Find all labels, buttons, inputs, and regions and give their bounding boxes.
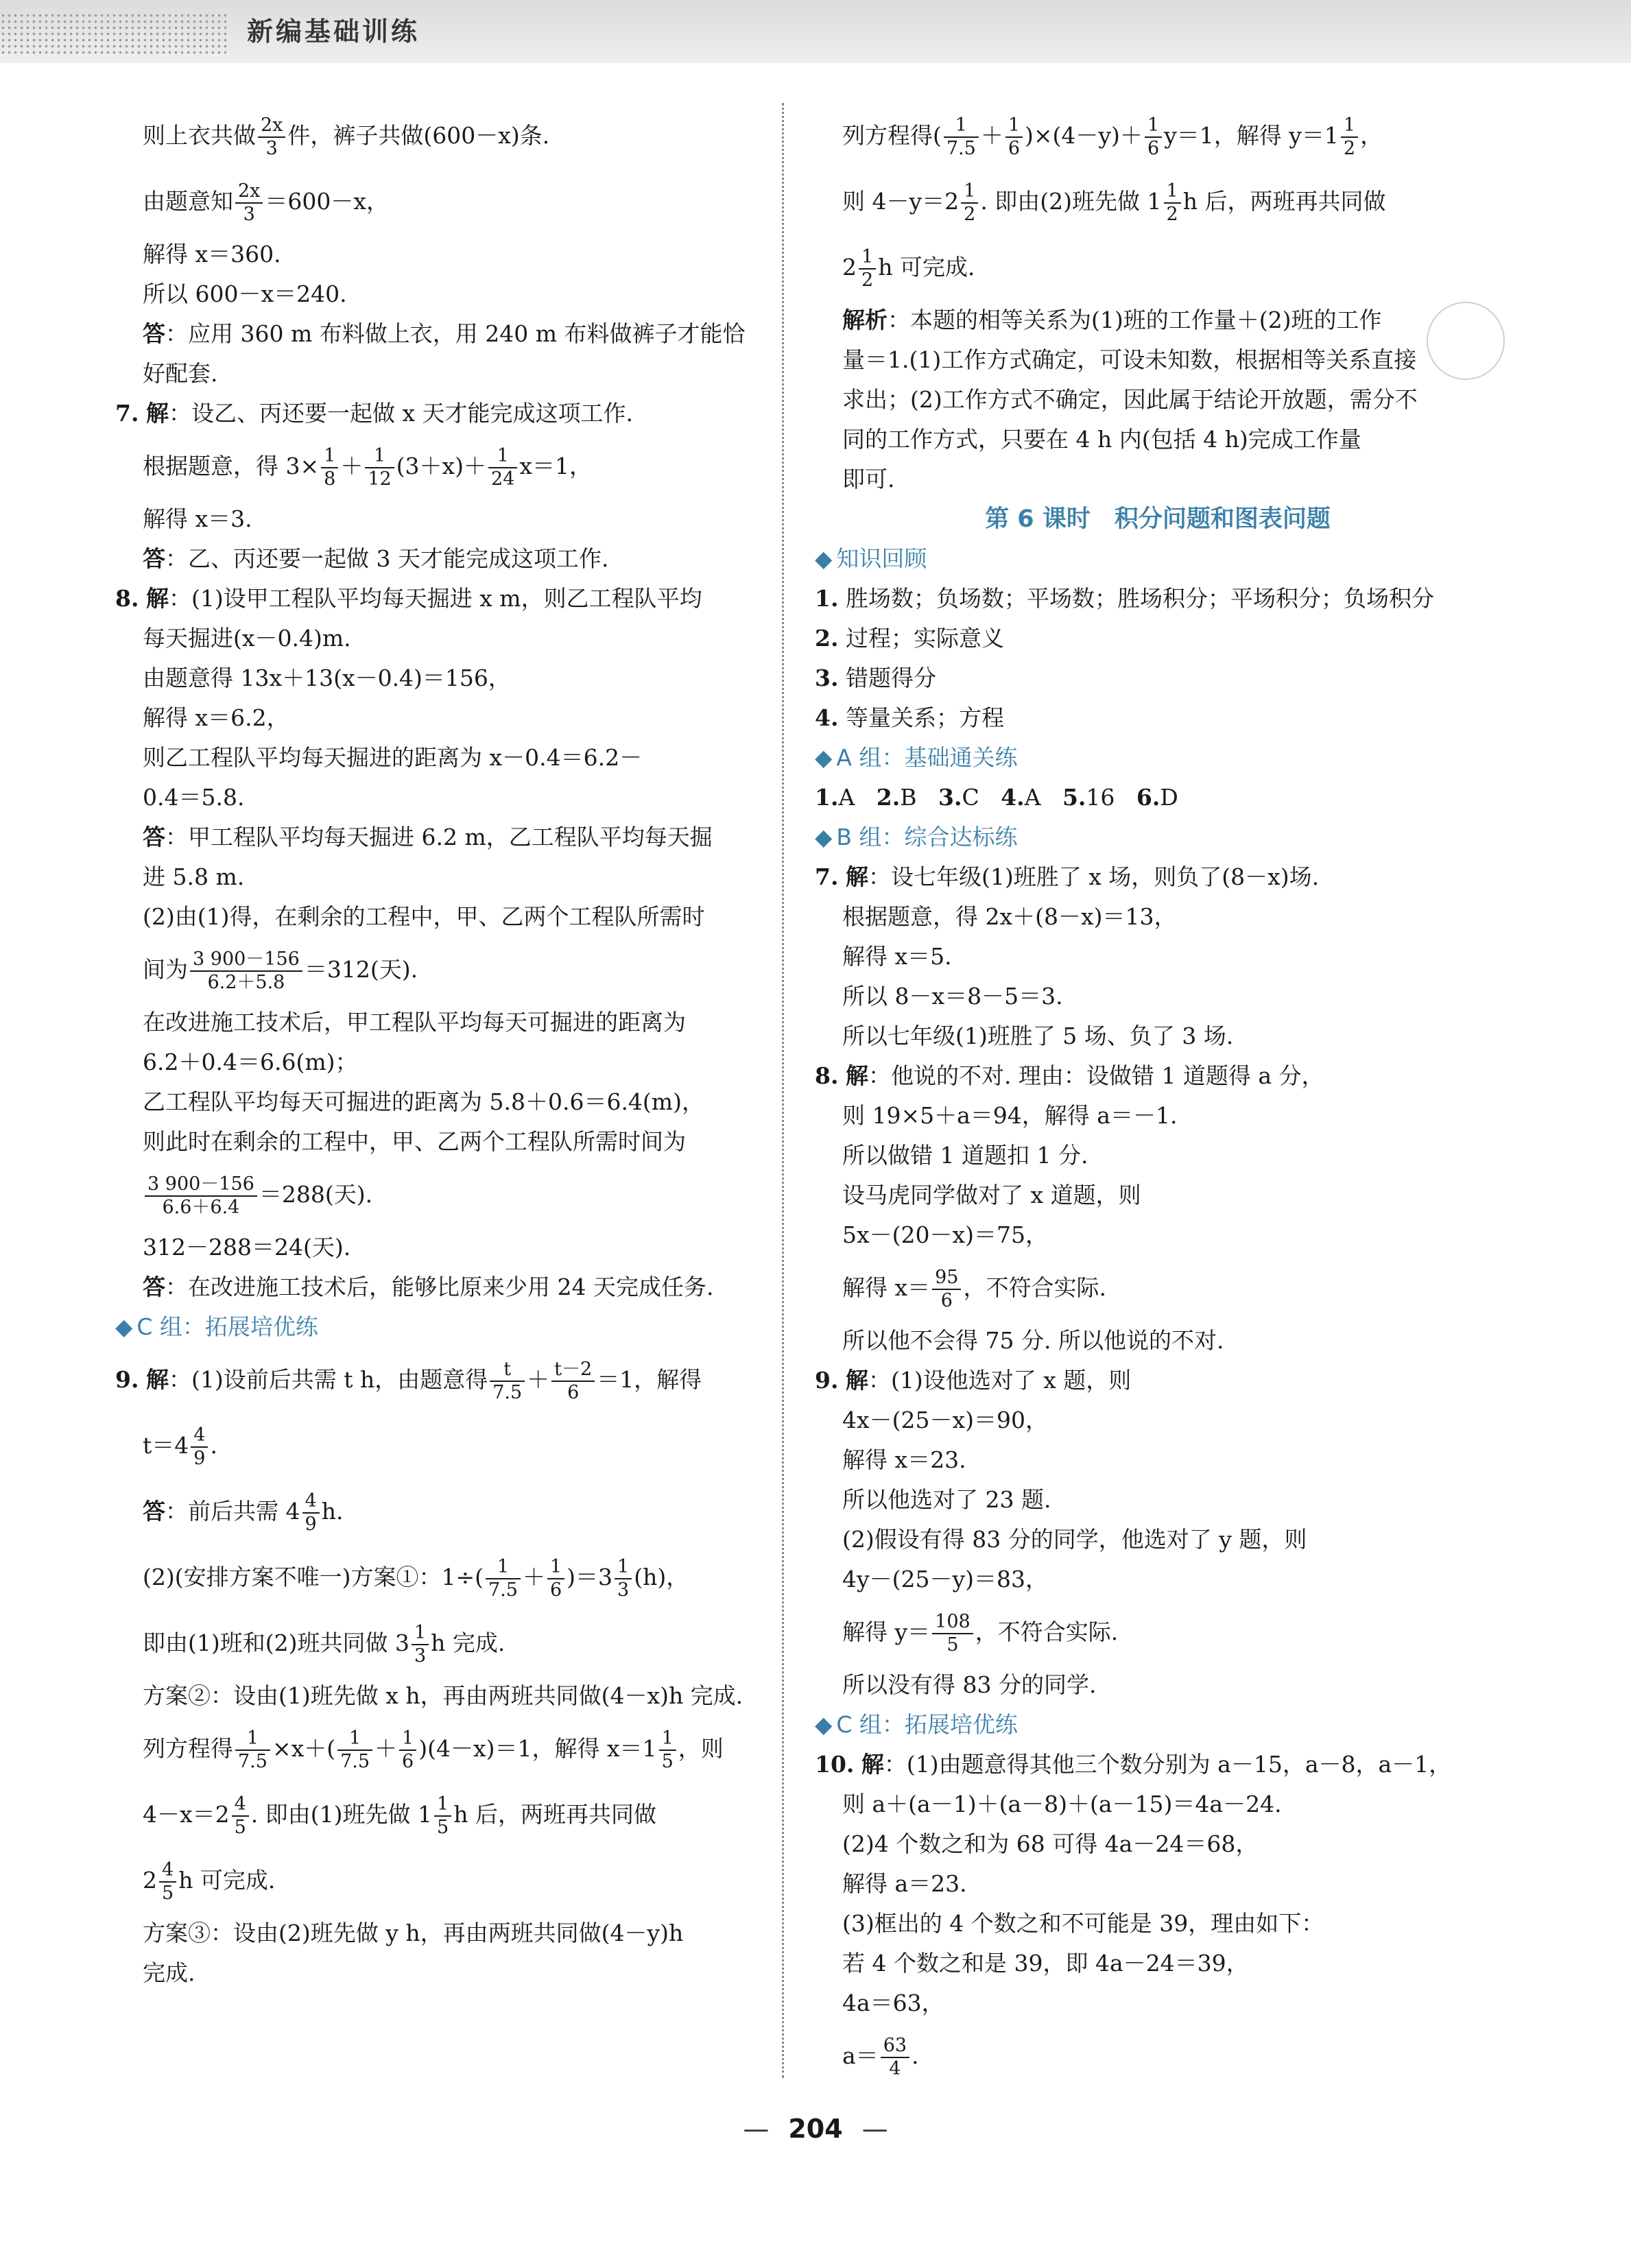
text-line: 间为 $\frac{3 900-156}{6.2+5.8}$ ＝312(天). xyxy=(143,948,418,993)
header-dot-pattern xyxy=(0,12,226,55)
lesson-title: 第 6 课时 积分问题和图表问题 xyxy=(985,505,1331,533)
fraction: $\frac{1}{2}$ xyxy=(961,180,978,226)
diamond-icon: ◆ xyxy=(115,1313,133,1340)
fraction: $\frac{1}{6}$ xyxy=(1145,115,1162,160)
fraction: $\frac{95}{6}$ xyxy=(932,1267,961,1312)
section-heading-c: ◆ C 组：拓展培优练 xyxy=(115,1313,318,1340)
text-line: 0.4＝5.8. xyxy=(143,784,245,811)
text-line: (3)框出的 4 个数之和不可能是 39，理由如下： xyxy=(842,1910,1324,1937)
text-line: 每天掘进(x－0.4)m. xyxy=(143,625,351,652)
text-line: 解得 x＝360. xyxy=(143,241,281,267)
column-divider xyxy=(782,103,784,2078)
text-line: 答：应用 360 m 布料做上衣，用 240 m 布料做裤子才能恰 xyxy=(143,320,746,347)
fraction: $\frac{3 900-156}{6.6+6.4}$ xyxy=(145,1173,257,1219)
right-column xyxy=(815,103,1501,2089)
text-line: 5x－(20－x)＝75， xyxy=(842,1221,1048,1248)
fraction: $\frac{63}{4}$ xyxy=(881,2035,909,2080)
page-number: — 204 — xyxy=(743,2114,888,2144)
text-line: 则 19×5＋a＝94，解得 a＝－1. xyxy=(842,1102,1178,1129)
fraction: $\frac{4}{5}$ xyxy=(232,1793,249,1839)
text-line: 4a＝63， xyxy=(842,1990,944,2016)
a-answers xyxy=(815,778,1501,817)
text-line: 解得 x＝5. xyxy=(842,943,952,970)
text-line: 312－288＝24(天). xyxy=(143,1234,351,1261)
text-line: 所以他选对了 23 题. xyxy=(842,1486,1051,1513)
text-line: 2 $\frac{4}{5}$ h 可完成. xyxy=(143,1859,276,1904)
text-line: 答：前后共需 4 $\frac{4}{9}$ h. xyxy=(143,1490,344,1535)
page-header xyxy=(0,0,1631,63)
fraction: $\frac{1}{2}$ xyxy=(1341,115,1358,160)
problem-9-header: 9. 解：(1)设他选对了 x 题，则 xyxy=(815,1367,1132,1394)
fraction: $\frac{2x}{3}$ xyxy=(258,115,285,160)
answer-item: 6.D xyxy=(1136,784,1178,811)
text-line: 解得 y＝ $\frac{108}{5}$ ，不符合实际. xyxy=(842,1611,1119,1656)
fraction: $\frac{3 900-156}{6.2+5.8}$ xyxy=(190,948,302,994)
fraction: $\frac{1}{24}$ xyxy=(488,445,517,490)
fraction: $\frac{1}{6}$ xyxy=(1005,115,1023,160)
text-line: 所以他不会得 75 分. 所以他说的不对. xyxy=(842,1327,1224,1354)
answer-item: 2.B xyxy=(876,784,917,811)
text-line: 在改进施工技术后，甲工程队平均每天可掘进的距离为 xyxy=(143,1009,686,1036)
text-line: (2)(安排方案不唯一)方案①：1÷( $\frac{1}{7.5}$ ＋ $\frac{1}{6}$ )＝3 $\frac{1}{3}$ (h)， xyxy=(143,1556,689,1601)
text-line: 6.2＋0.4＝6.6(m)； xyxy=(143,1049,358,1075)
fraction: $\frac{1}{7.5}$ xyxy=(235,1728,270,1773)
text-line: 则此时在剩余的工程中，甲、乙两个工程队所需时间为 xyxy=(143,1128,686,1155)
text-line: 完成. xyxy=(143,1959,195,1986)
text-line: 解得 x＝3. xyxy=(143,505,252,532)
section-heading-a: ◆ A 组：基础通关练 xyxy=(815,744,1018,771)
text-line: $\frac{3 900-156}{6.6+6.4}$ ＝288(天). xyxy=(115,1162,760,1228)
text-line: 列方程得( $\frac{1}{7.5}$ ＋ $\frac{1}{6}$ )×(4－y)＋ $\frac{1}{6}$ y＝1，解得 y＝1 $\frac{1}{2}$ ， xyxy=(842,115,1383,159)
fraction: $\frac{1}{2}$ xyxy=(859,246,876,291)
text-line: 量＝1.(1)工作方式确定，可设未知数，根据相等关系直接 xyxy=(842,346,1417,373)
review-item: 2. 过程；实际意义 xyxy=(815,625,1004,652)
text-line: 求出；(2)工作方式不确定，因此属于结论开放题，需分不 xyxy=(842,386,1418,413)
problem-7-header: 7. 解：设乙、丙还要一起做 x 天才能完成这项工作. xyxy=(115,400,634,427)
text-line: 所以 600－x＝240. xyxy=(143,280,347,307)
text-line: a＝ $\frac{63}{4}$ . xyxy=(842,2035,919,2079)
text-line: 解得 x＝6.2， xyxy=(143,704,289,731)
fraction: $\frac{1}{6}$ xyxy=(399,1728,416,1773)
text-line: 解得 a＝23. xyxy=(842,1870,967,1897)
text-line: (2)4 个数之和为 68 可得 4a－24＝68， xyxy=(842,1830,1259,1857)
text-line: 所以没有得 83 分的同学. xyxy=(842,1671,1097,1698)
fraction: $\frac{1}{7.5}$ xyxy=(486,1556,521,1601)
fraction: $\frac{t}{7.5}$ xyxy=(490,1359,525,1404)
text-line: 2 $\frac{1}{2}$ h 可完成. xyxy=(842,246,975,291)
text-line: 方案③：设由(2)班先做 y h，再由两班共同做(4－y)h xyxy=(143,1920,684,1946)
text-line: 即可. xyxy=(842,466,895,492)
text-line: 则乙工程队平均每天掘进的距离为 x－0.4＝6.2－ xyxy=(143,744,643,771)
text-line: 列方程得 $\frac{1}{7.5}$ ×x＋( $\frac{1}{7.5}$ ＋ $\frac{1}{6}$ )(4－x)＝1，解得 x＝1 $\frac{1}{5}$ ，则 xyxy=(143,1728,724,1772)
problem-7-header: 7. 解：设七年级(1)班胜了 x 场，则负了(8－x)场. xyxy=(815,863,1320,890)
text-line: 4－x＝2 $\frac{4}{5}$ . 即由(1)班先做 1 $\frac{1}{5}$ h 后，两班再共同做 xyxy=(143,1793,656,1838)
answer-item: 1.A xyxy=(815,784,855,811)
fraction: $\frac{4}{9}$ xyxy=(191,1424,208,1470)
text-line: 即由(1)班和(2)班共同做 3 $\frac{1}{3}$ h 完成. xyxy=(143,1622,505,1667)
problem-10-header: 10. 解：(1)由题意得其他三个数分别为 a－15，a－8，a－1， xyxy=(815,1751,1452,1778)
fraction: $\frac{1}{3}$ xyxy=(412,1622,429,1667)
diamond-icon: ◆ xyxy=(815,824,833,850)
text-line: 乙工程队平均每天可掘进的距离为 5.8＋0.6＝6.4(m)， xyxy=(143,1088,704,1115)
text-line: 若 4 个数之和是 39，即 4a－24＝39， xyxy=(842,1950,1249,1977)
text-line: 答：在改进施工技术后，能够比原来少用 24 天完成任务. xyxy=(143,1274,714,1300)
text-line: 则 4－y＝2 $\frac{1}{2}$ . 即由(2)班先做 1 $\frac{1}{2}$ h 后，两班再共同做 xyxy=(842,180,1386,225)
fraction: $\frac{1}{6}$ xyxy=(547,1556,564,1601)
fraction: $\frac{1}{8}$ xyxy=(321,445,338,490)
text-line: (2)假设有得 83 分的同学，他选对了 y 题，则 xyxy=(842,1526,1307,1553)
problem-8-header: 8. 解：(1)设甲工程队平均每天掘进 x m，则乙工程队平均 xyxy=(115,585,702,612)
fraction: $\frac{4}{9}$ xyxy=(302,1490,320,1536)
review-item: 3. 错题得分 xyxy=(815,665,936,691)
review-item: 1. 胜场数；负场数；平场数；胜场积分；平场积分；负场积分 xyxy=(815,585,1434,612)
diamond-icon: ◆ xyxy=(815,1711,833,1738)
answer-item: 4.A xyxy=(1001,784,1041,811)
text-line: 答：乙、丙还要一起做 3 天才能完成这项工作. xyxy=(143,545,609,572)
text-line: 同的工作方式，只要在 4 h 内(包括 4 h)完成工作量 xyxy=(842,426,1361,453)
text-line: 4x－(25－x)＝90， xyxy=(842,1407,1048,1433)
fraction: $\frac{108}{5}$ xyxy=(932,1611,973,1656)
text-line: 根据题意，得 3× $\frac{1}{8}$ ＋ $\frac{1}{12}$ (3＋x)＋ $\frac{1}{24}$ x＝1， xyxy=(143,445,593,490)
text-line: 好配套. xyxy=(143,360,218,387)
text-line: (2)由(1)得，在剩余的工程中，甲、乙两个工程队所需时 xyxy=(143,903,705,930)
section-heading-b: ◆ B 组：综合达标练 xyxy=(815,824,1018,850)
text-line: t＝4 $\frac{4}{9}$ . xyxy=(143,1424,217,1469)
fraction: $\frac{1}{3}$ xyxy=(615,1556,632,1601)
text-line: 所以做错 1 道题扣 1 分. xyxy=(842,1142,1088,1169)
fraction: $\frac{1}{7.5}$ xyxy=(337,1728,372,1773)
answer-item: 3.C xyxy=(938,784,979,811)
fraction: $\frac{t-2}{6}$ xyxy=(551,1359,595,1404)
header-title: 新编基础训练 xyxy=(247,16,420,47)
text-line: 进 5.8 m. xyxy=(143,863,245,890)
text-line: 根据题意，得 2x＋(8－x)＝13， xyxy=(842,903,1177,930)
text-line: 答：甲工程队平均每天掘进 6.2 m，乙工程队平均每天掘 xyxy=(143,824,713,850)
text-line: 解得 x＝23. xyxy=(842,1446,966,1473)
fraction: $\frac{1}{2}$ xyxy=(1164,180,1181,226)
fraction: $\frac{1}{12}$ xyxy=(365,445,394,490)
text-line: 所以 8－x＝8－5＝3. xyxy=(842,983,1063,1010)
problem-8-header: 8. 解：他说的不对. 理由：设做错 1 道题得 a 分， xyxy=(815,1062,1324,1089)
section-heading-review: ◆ 知识回顾 xyxy=(815,545,927,572)
fraction: $\frac{1}{5}$ xyxy=(659,1728,676,1773)
diamond-icon: ◆ xyxy=(815,744,833,771)
text-line: 则 a＋(a－1)＋(a－8)＋(a－15)＝4a－24. xyxy=(842,1791,1282,1817)
text-line: 4y－(25－y)＝83， xyxy=(842,1566,1049,1592)
left-column xyxy=(115,103,760,1993)
text-line: 解得 x＝ $\frac{95}{6}$ ，不符合实际. xyxy=(842,1267,1106,1311)
text-line: 则上衣共做 $\frac{2x}{3}$ 件，裤子共做(600－x)条. xyxy=(143,115,550,159)
fraction: $\frac{1}{5}$ xyxy=(434,1793,451,1839)
text-line: 设马虎同学做对了 x 道题，则 xyxy=(842,1182,1141,1208)
problem-9-header: 9. 解：(1)设前后共需 t h，由题意得 $\frac{t}{7.5}$ ＋ $\frac{t-2}{6}$ ＝1，解得 xyxy=(115,1359,702,1403)
text-line: 由题意知 $\frac{2x}{3}$ ＝600－x， xyxy=(143,180,390,225)
diamond-icon: ◆ xyxy=(815,545,833,572)
review-item: 4. 等量关系；方程 xyxy=(815,704,1004,731)
text-line: 所以七年级(1)班胜了 5 场、负了 3 场. xyxy=(842,1023,1234,1049)
fraction: $\frac{1}{7.5}$ xyxy=(944,115,979,160)
fraction: $\frac{4}{5}$ xyxy=(159,1859,176,1905)
fraction: $\frac{2x}{3}$ xyxy=(235,180,263,226)
analysis-line: 解析：本题的相等关系为(1)班的工作量＋(2)班的工作 xyxy=(842,307,1382,333)
section-heading-c: ◆ C 组：拓展培优练 xyxy=(815,1711,1018,1738)
text-line: 方案②：设由(1)班先做 x h，再由两班共同做(4－x)h 完成. xyxy=(143,1682,743,1709)
text-line: 由题意得 13x＋13(x－0.4)＝156， xyxy=(143,665,511,691)
answer-item: 5.16 xyxy=(1062,784,1115,811)
